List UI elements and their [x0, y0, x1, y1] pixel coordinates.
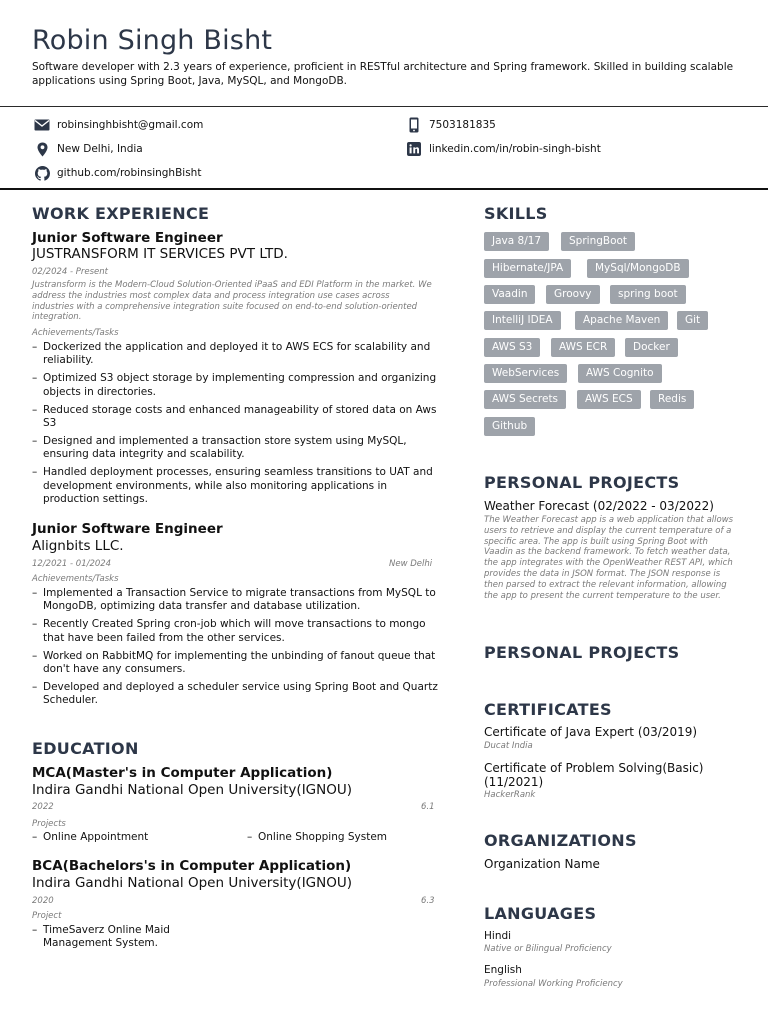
personal-projects-heading: PERSONAL PROJECTS — [484, 473, 680, 492]
contact-section — [0, 107, 768, 190]
skill-chip: Apache Maven — [575, 311, 668, 330]
skill-chip: Git — [677, 311, 708, 330]
skill-chip: Java 8/17 — [484, 232, 549, 251]
job-dates: 02/2024 - Present — [32, 267, 109, 277]
job-bullets — [32, 587, 442, 708]
edu-grade: 6.1 — [421, 802, 435, 812]
list-item: – Reduced storage costs and enhanced manageability of stored data on Aws S3 — [32, 404, 442, 431]
phone-icon — [405, 117, 423, 133]
skill-chip: IntelliJ IDEA — [484, 311, 561, 330]
project-description: The Weather Forecast app is a web application that allows users to retrieve and display the current temperature of a specific area. The app is built using Spring Boot with Vaadin as the backend framework. To fetch weather data, the app integrates with the OpenWeather REST API, which provides the data in JSON format. The JSON response is then parsed to extract the relevant information, allowing the app to present the current temperature to the user. — [484, 515, 734, 601]
personal-projects-heading-2: PERSONAL PROJECTS — [484, 643, 680, 662]
degree-title: MCA(Master's in Computer Application) — [32, 765, 333, 781]
skill-chip: AWS Cognito — [578, 364, 662, 383]
contact-github[interactable] — [33, 165, 201, 181]
edu-year: 2020 — [32, 896, 54, 906]
skills-heading: SKILLS — [484, 204, 548, 223]
list-item: – Developed and deployed a scheduler service using Spring Boot and Quartz Scheduler. — [32, 681, 442, 708]
job-company: JUSTRANSFORM IT SERVICES PVT LTD. — [32, 246, 288, 262]
school-name: Indira Gandhi National Open University(IGNOU) — [32, 875, 353, 891]
candidate-name: Robin Singh Bisht — [32, 25, 273, 56]
edu-grade: 6.3 — [421, 896, 435, 906]
projects-label: Project — [32, 911, 62, 921]
tasks-label: Achievements/Tasks — [32, 574, 119, 584]
language-level: Native or Bilingual Proficiency — [484, 944, 612, 954]
skill-chip: SpringBoot — [561, 232, 635, 251]
school-name: Indira Gandhi National Open University(IGNOU) — [32, 782, 353, 798]
summary: Software developer with 2.3 years of experience, proficient in RESTful architecture and Spring framework. Skilled in building scalable applications using Spring Boot, Java, MySQL, and MongoDB. — [32, 61, 734, 87]
skill-chip: AWS S3 — [484, 338, 540, 357]
skill-chip: AWS ECS — [577, 390, 641, 409]
job-role: Junior Software Engineer — [32, 521, 223, 537]
list-item: – Worked on RabbitMQ for implementing the unbinding of fanout queue that don't have any consumers. — [32, 650, 442, 677]
github-icon — [33, 165, 51, 181]
skill-chip: Redis — [650, 390, 694, 409]
linkedin-icon — [405, 141, 423, 157]
github-text: github.com/robinsinghBisht — [57, 167, 202, 179]
job-role: Junior Software Engineer — [32, 230, 223, 246]
skill-chip: Hibernate/JPA — [484, 259, 571, 278]
location-text: New Delhi, India — [57, 143, 143, 155]
skill-chip: spring boot — [610, 285, 686, 304]
contact-linkedin[interactable] — [405, 141, 601, 157]
skill-chip: Groovy — [546, 285, 600, 304]
list-item: – Online Appointment — [32, 831, 148, 843]
phone-text: 7503181835 — [429, 119, 496, 131]
skill-chip: AWS Secrets — [484, 390, 566, 409]
projects-label: Projects — [32, 819, 66, 829]
list-item: – Designed and implemented a transaction store system using MySQL, ensuring data integrity and scalability. — [32, 435, 442, 462]
tasks-label: Achievements/Tasks — [32, 328, 119, 338]
languages-heading: LANGUAGES — [484, 904, 597, 923]
contact-phone[interactable] — [405, 117, 496, 133]
list-item: – Handled deployment processes, ensuring seamless transitions to UAT and development environments, while also monitoring applications in production settings. — [32, 466, 442, 506]
skill-chip: MySql/MongoDB — [587, 259, 689, 278]
contact-email[interactable] — [33, 117, 203, 133]
list-item: – Optimized S3 object storage by implementing compression and organizing objects in directories. — [32, 372, 442, 399]
certificates-heading: CERTIFICATES — [484, 700, 612, 719]
job-bullets — [32, 341, 442, 506]
skill-chip: AWS ECR — [551, 338, 615, 357]
certificate-issuer: Ducat India — [484, 741, 533, 751]
resume-header — [0, 0, 768, 107]
envelope-icon — [33, 117, 51, 133]
job-description: Justransform is the Modern-Cloud Solution-Oriented iPaaS and EDI Platform in the market. We address the industries most complex data and process integration use cases across industries with a comprehensive integration suite focused on end-to-end solution-oriented integration. — [32, 280, 432, 323]
email-text: robinsinghbisht@gmail.com — [57, 119, 204, 131]
job-location: New Delhi — [389, 559, 433, 569]
organizations-heading: ORGANIZATIONS — [484, 831, 637, 850]
list-item: – Dockerized the application and deployed it to AWS ECS for scalability and reliability. — [32, 341, 442, 368]
job-company: Alignbits LLC. — [32, 538, 124, 554]
language-level: Professional Working Proficiency — [484, 979, 623, 989]
location-pin-icon — [33, 141, 51, 157]
certificate-name: Certificate of Java Expert (03/2019) — [484, 725, 698, 739]
organization-name: Organization Name — [484, 857, 600, 871]
list-item: – TimeSaverz Online Maid Management System. — [32, 924, 192, 950]
list-item: – Recently Created Spring cron-job which will move transactions to mongo that have been failed from the other services. — [32, 618, 442, 645]
edu-year: 2022 — [32, 802, 54, 812]
linkedin-text: linkedin.com/in/robin-singh-bisht — [429, 143, 601, 155]
language-name: Hindi — [484, 930, 512, 942]
list-item: – Online Shopping System — [247, 831, 387, 843]
job-dates: 12/2021 - 01/2024 — [32, 559, 112, 569]
certificate-issuer: HackerRank — [484, 790, 536, 800]
work-experience-heading: WORK EXPERIENCE — [32, 204, 210, 223]
skill-chip: WebServices — [484, 364, 567, 383]
certificate-name: Certificate of Problem Solving(Basic) (11/2021) — [484, 761, 704, 789]
skill-chip: Vaadin — [484, 285, 535, 304]
language-name: English — [484, 964, 522, 976]
list-item: – Implemented a Transaction Service to migrate transactions from MySQL to MongoDB, optimizing data transfer and database utilization. — [32, 587, 442, 614]
degree-title: BCA(Bachelors's in Computer Application) — [32, 858, 352, 874]
skill-chip: Github — [484, 417, 535, 436]
skill-chip: Docker — [625, 338, 678, 357]
project-name: Weather Forecast (02/2022 - 03/2022) — [484, 499, 714, 513]
education-heading: EDUCATION — [32, 739, 139, 758]
contact-location — [33, 141, 143, 157]
